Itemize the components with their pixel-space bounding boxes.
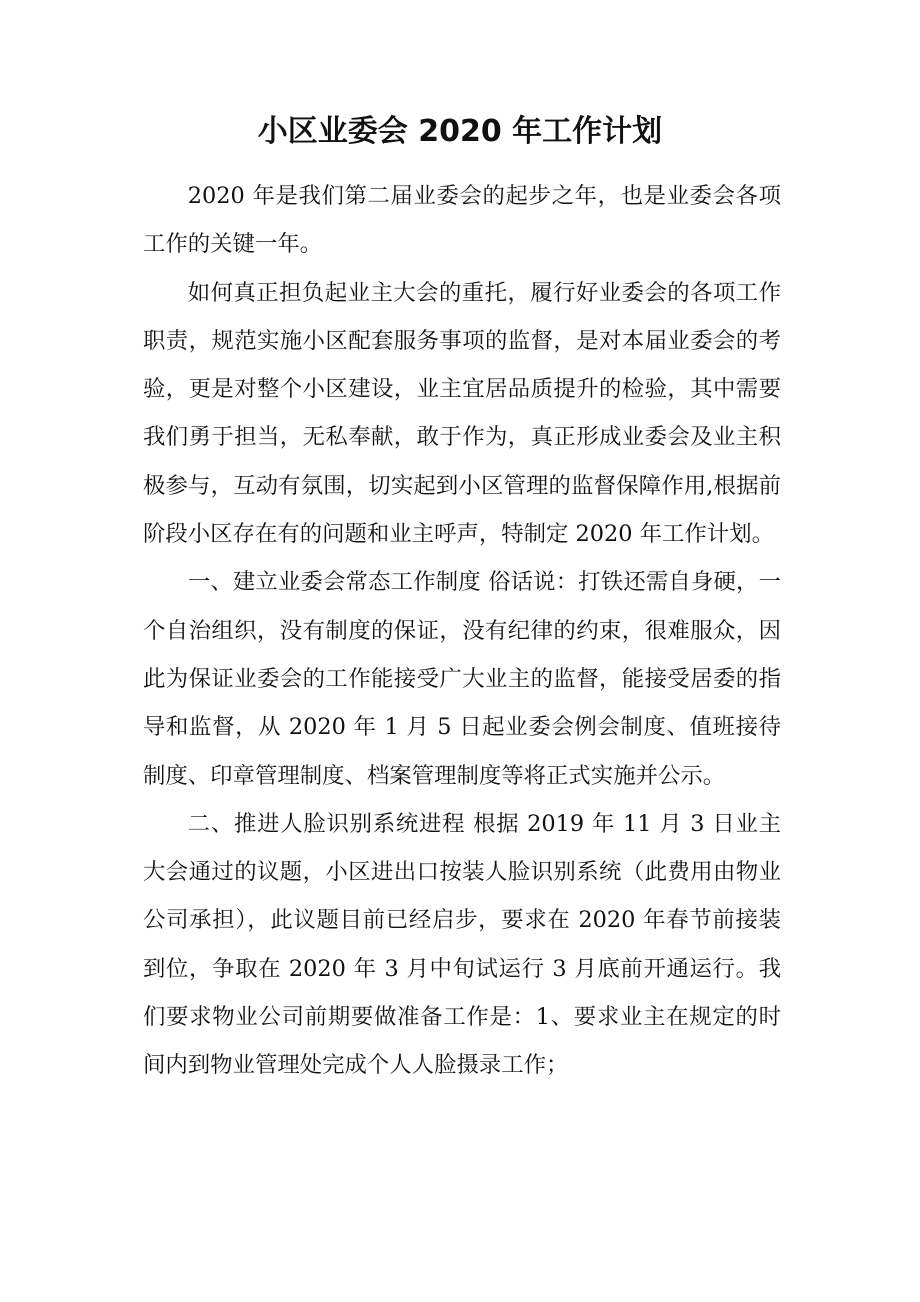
paragraph-section-one: 一、建立业委会常态工作制度 俗话说：打铁还需自身硬，一个自治组织，没有制度的保证，没有纪律的约束，很难服众，因此为保证业委会的工作能接受广大业主的监督，能接受居委的指导和监督，从 2020 年 1 月 5 日起业委会例会制度、值班接待制度、印章管理制度、档案管理制度等将正式实施并公示。 <box>143 569 781 789</box>
document-title: 小区业委会 2020 年工作计划 <box>257 114 663 149</box>
document-body <box>143 172 781 1090</box>
paragraph-intro: 2020 年是我们第二届业委会的起步之年，也是业委会各项工作的关键一年。 <box>143 183 781 258</box>
paragraph-purpose: 如何真正担负起业主大会的重托，履行好业委会的各项工作职责，规范实施小区配套服务事项的监督，是对本届业委会的考验，更是对整个小区建设，业主宜居品质提升的检验，其中需要我们勇于担当，无私奉献，敢于作为，真正形成业委会及业主积极参与，互动有氛围，切实起到小区管理的监督保障作用,根据前阶段小区存在有的问题和业主呼声，特制定 2020 年工作计划。 <box>143 279 781 548</box>
paragraph-section-two: 二、推进人脸识别系统进程 根据 2019 年 11 月 3 日业主大会通过的议题，小区进出口按装人脸识别系统（此费用由物业公司承担），此议题目前已经启步，要求在 2020 年春节前接装到位，争取在 2020 年 3 月中旬试运行 3 月底前开通运行。我们要求物业公司前期要做准备工作是：1、要求业主在规定的时间内到物业管理处完成个人人脸摄录工作； <box>143 810 781 1079</box>
